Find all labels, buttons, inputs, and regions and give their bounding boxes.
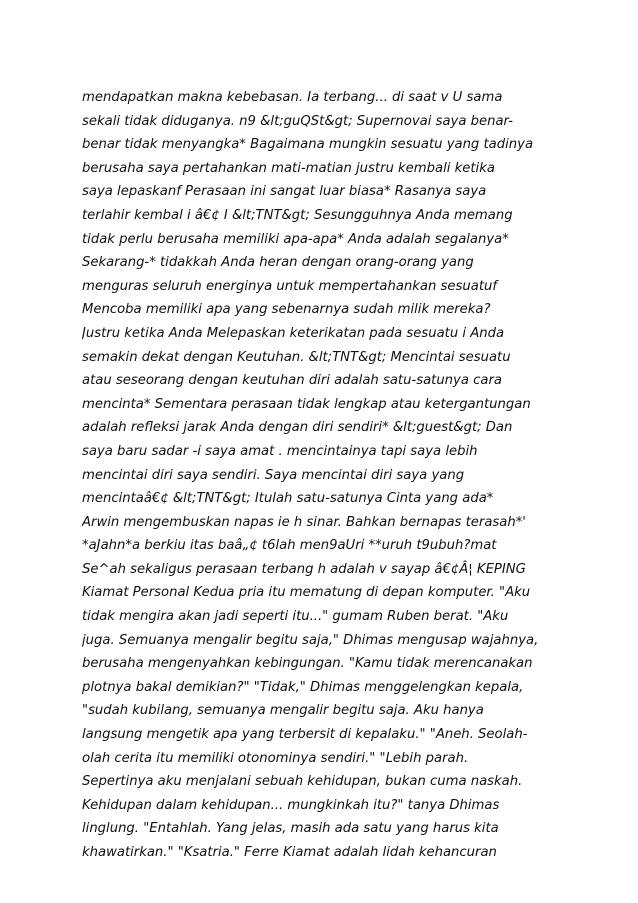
- text-line-30: Sepertinya aku menjalani sebuah kehidupan, bukan cuma naskah.: [82, 774, 523, 790]
- text-line-8: Sekarang-* tidakkah Anda heran dengan orang-orang yang: [82, 255, 474, 271]
- text-line-9: menguras seluruh energinya untuk mempertahankan sesuatuf: [82, 278, 497, 294]
- text-line-32: linglung. "Entahlah. Yang jelas, masih ada satu yang harus kita: [82, 821, 499, 837]
- text-line-1: mendapatkan makna kebebasan. Ia terbang... di saat v U sama: [82, 90, 503, 105]
- text-line-27: "sudah kubilang, semuanya mengalir begitu saja. Aku hanya: [82, 703, 484, 719]
- text-line-10: Mencoba memiliki apa yang sebenarnya sudah milik mereka?: [82, 302, 491, 318]
- text-line-6: terlahir kembal i â€¢ I &lt;TNT&gt; Sesungguhnya Anda memang: [82, 207, 513, 223]
- text-line-5: saya lepaskanf Perasaan ini sangat luar biasa* Rasanya saya: [82, 184, 487, 200]
- text-line-15: adalah refleksi jarak Anda dengan diri sendiri* &lt;guest&gt; Dan: [82, 420, 513, 436]
- text-line-4: berusaha saya pertahankan mati-matian justru kembali ketika: [82, 160, 495, 176]
- text-line-16: saya baru sadar -i saya amat . mencintainya tapi saya lebih: [82, 443, 478, 459]
- text-line-3: benar tidak menyangka* Bagaimana mungkin sesuatu yang tadinya: [82, 137, 534, 153]
- text-line-12: semakin dekat dengan Keutuhan. &lt;TNT&gt; Mencintai sesuatu: [82, 349, 511, 365]
- text-line-2: sekali tidak diduganya. n9 &lt;guQSt&gt; Supernovai saya benar-: [82, 113, 514, 129]
- text-line-25: berusaha mengenyahkan kebingungan. "Kamu tidak merencanakan: [82, 656, 533, 672]
- text-line-7: tidak perlu berusaha memiliki apa-apa* Anda adalah segalanya*: [82, 231, 509, 247]
- text-line-20: *aJahn*a berkiu itas baâ„¢ t6lah men9aUri **uruh t9ubuh?mat: [82, 538, 497, 554]
- text-line-21: Se^ah sekaligus perasaan terbang h adalah v sayap â€¢Â¦ KEPING: [82, 561, 526, 577]
- text-line-33: khawatirkan." "Ksatria." Ferre Kiamat adalah lidah kehancuran: [82, 845, 497, 860]
- text-line-24: juga. Semuanya mengalir begitu saja," Dhimas mengusap wajahnya,: [82, 632, 539, 648]
- text-line-18: mencintaâ€¢ &lt;TNT&gt; Itulah satu-satunya Cinta yang ada*: [82, 491, 494, 507]
- text-line-26: plotnya bakal demikian?" "Tidak," Dhimas menggelengkan kepala,: [82, 679, 524, 695]
- body-text: [82, 86, 562, 865]
- text-line-29: olah cerita itu memiliki otonominya sendiri." "Lebih parah.: [82, 750, 469, 766]
- text-line-19: Arwin mengembuskan napas ie h sinar. Bahkan bernapas terasah*': [82, 514, 526, 530]
- text-line-31: Kehidupan dalam kehidupan... mungkinkah itu?" tanya Dhimas: [82, 797, 500, 813]
- text-line-23: tidak mengira akan jadi seperti itu..." gumam Ruben berat. "Aku: [82, 609, 509, 625]
- text-line-17: mencintai diri saya sendiri. Saya mencintai diri saya yang: [82, 467, 465, 483]
- text-line-11: Justru ketika Anda Melepaskan keterikatan pada sesuatu i Anda: [82, 325, 505, 341]
- text-line-13: atau seseorang dengan keutuhan diri adalah satu-satunya cara: [82, 373, 502, 389]
- text-line-28: langsung mengetik apa yang terbersit di kepalaku." "Aneh. Seolah-: [82, 727, 528, 743]
- text-line-14: mencinta* Sementara perasaan tidak lengkap atau ketergantungan: [82, 396, 531, 412]
- text-line-22: Kiamat Personal Kedua pria itu mematung di depan komputer. "Aku: [82, 585, 531, 601]
